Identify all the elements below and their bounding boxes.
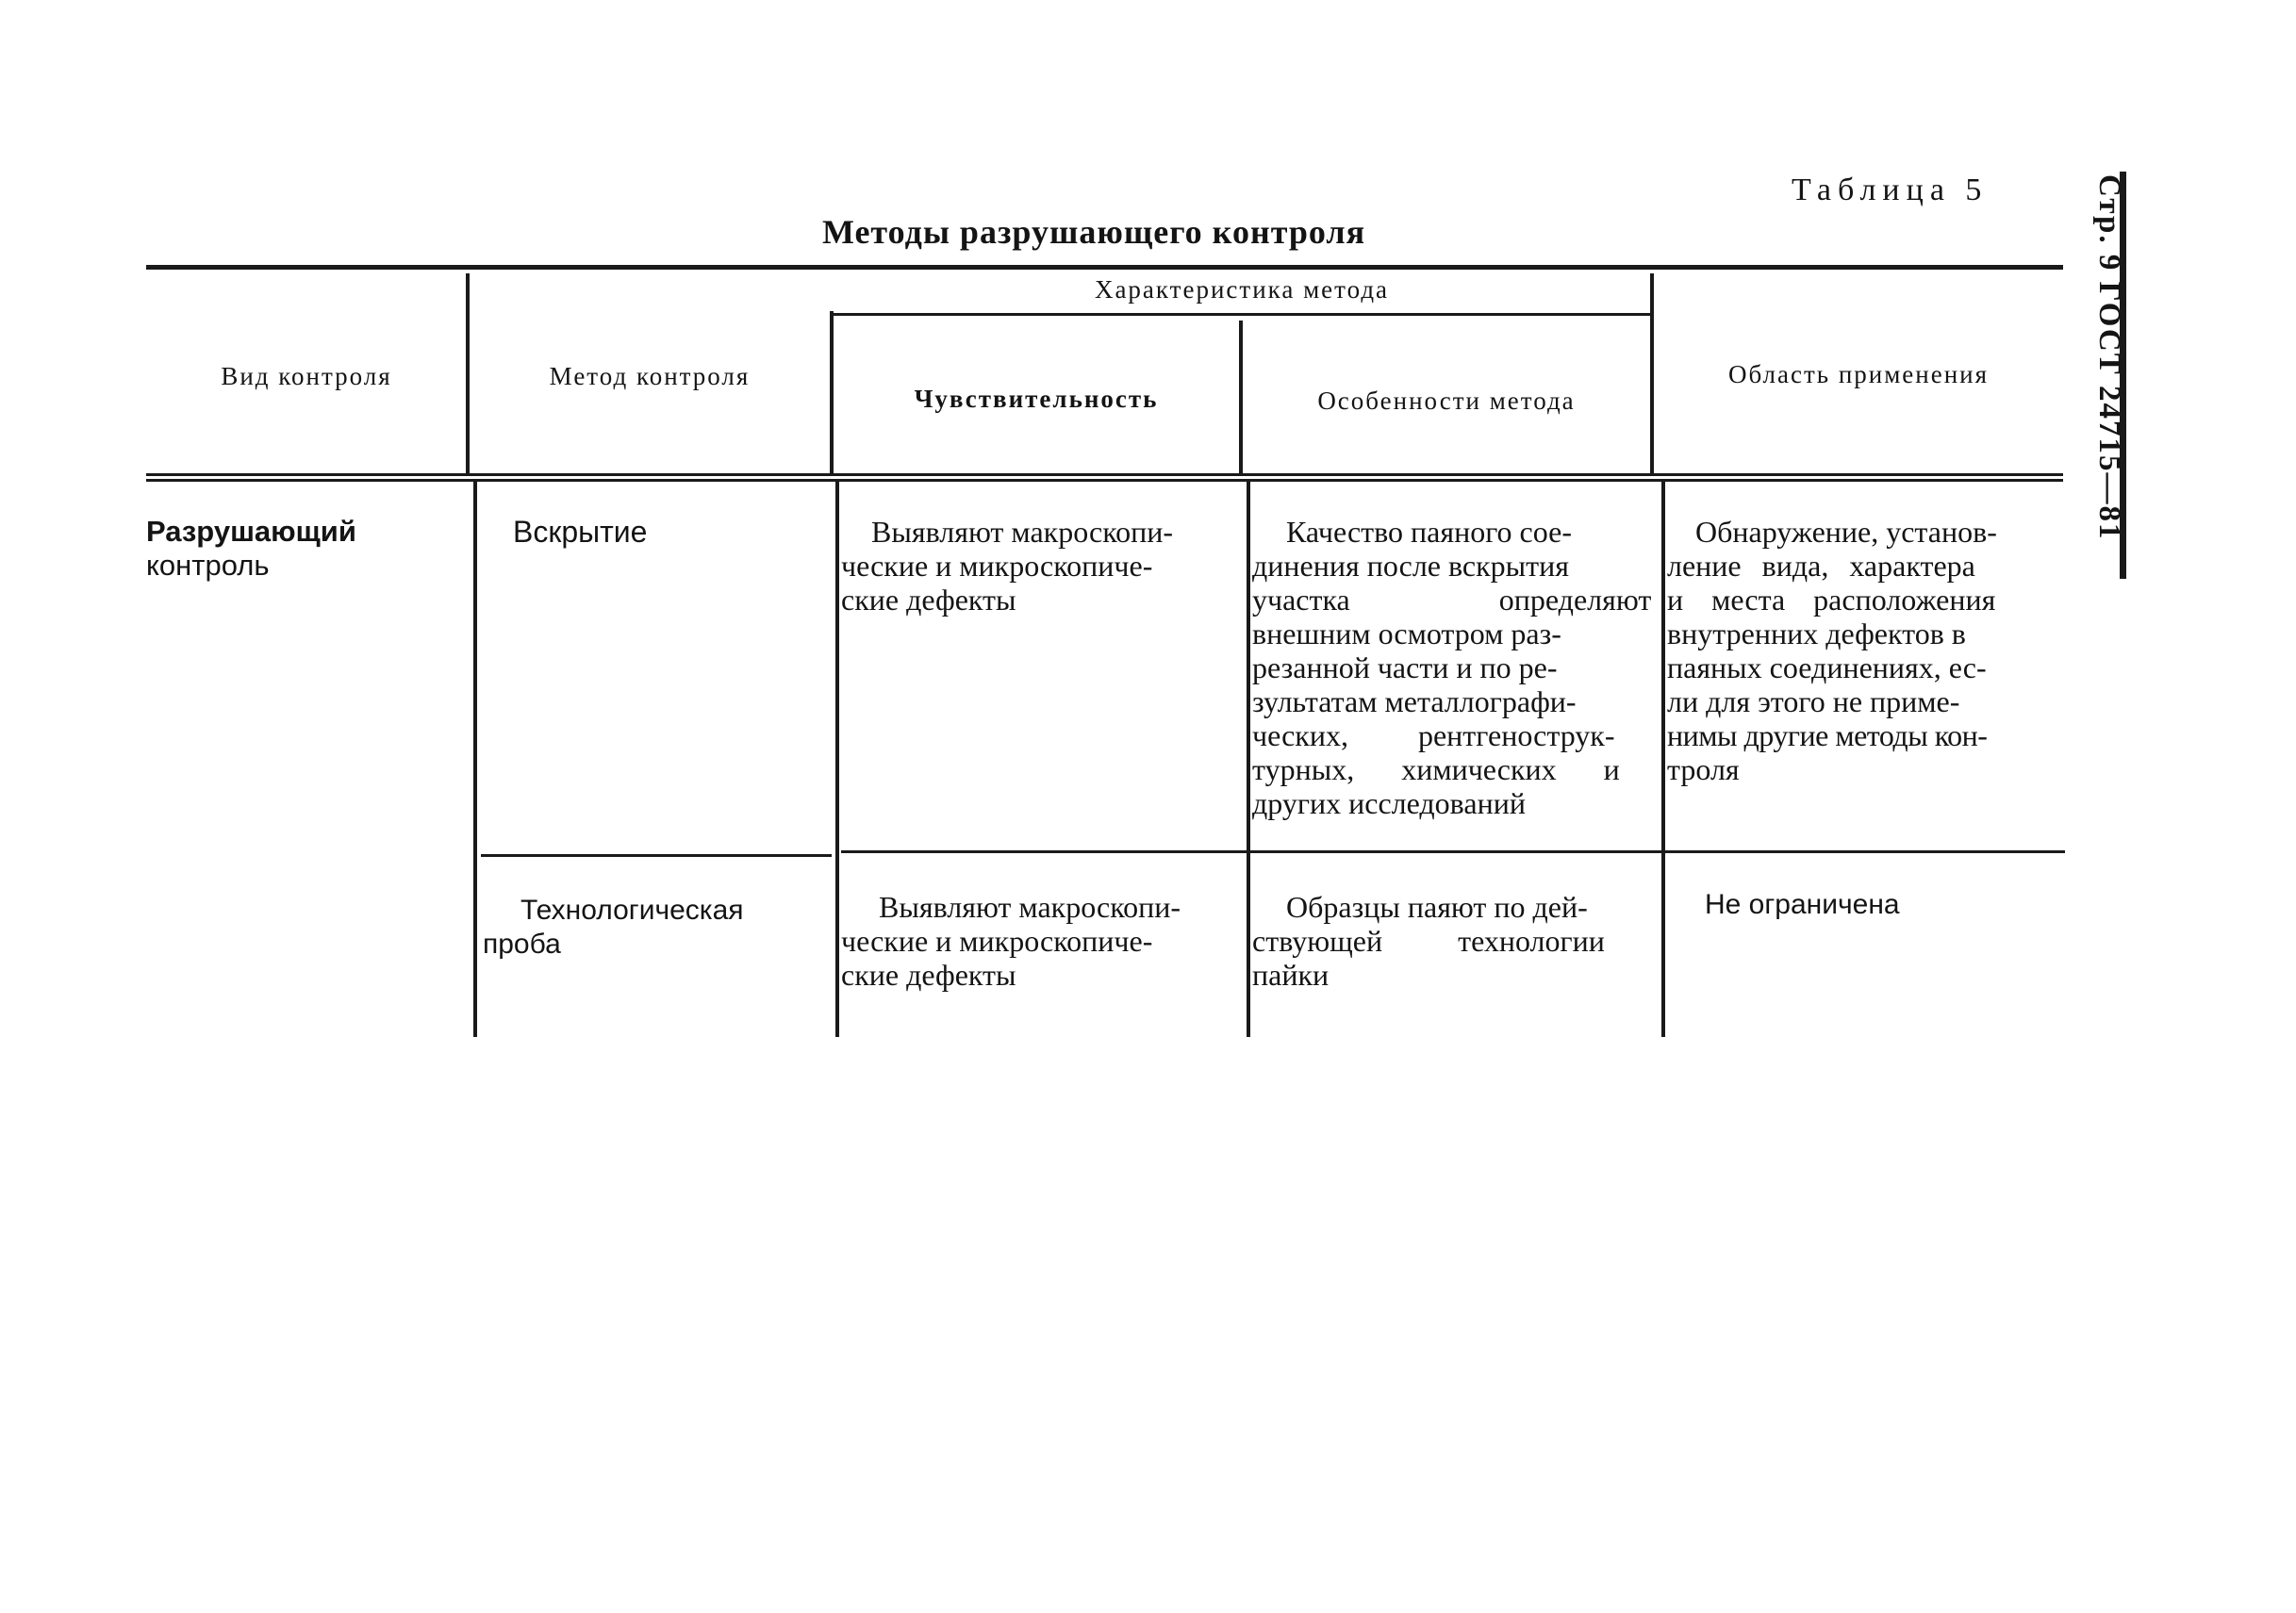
text-line: динения после вскрытия (1252, 549, 1569, 583)
text-line: Качество паяного сое- (1286, 515, 1572, 549)
text-line: ление вида, характера (1667, 549, 1975, 583)
header-method-features: Особенности метода (1317, 387, 1576, 415)
text-line: проба (483, 929, 561, 960)
text-line: Разрушающий (146, 515, 356, 548)
header-group-rule (833, 313, 1651, 316)
text-line: зультатам металлографи- (1252, 684, 1577, 718)
text-line: участка определяют (1252, 583, 1652, 617)
column-divider-4-body (1661, 481, 1665, 1037)
cell-method-opening (513, 515, 824, 549)
header-control-method: Метод контроля (549, 362, 751, 390)
text-line: Не ограничена (1705, 889, 1900, 920)
header-control-type: Вид контроля (221, 362, 392, 390)
cell-sensitivity-2 (841, 890, 1241, 992)
text-line: ческие и микроскопиче- (841, 549, 1153, 583)
text-line: Образцы паяют по дей- (1286, 890, 1588, 924)
cell-sensitivity-1 (841, 515, 1241, 617)
header-bottom-rule-1 (146, 473, 2063, 476)
header-method-characteristic: Характеристика метода (1094, 275, 1390, 304)
text-line: внутренних дефектов в (1667, 617, 1966, 650)
table-top-rule (146, 265, 2063, 270)
column-divider-3-body (1247, 481, 1250, 1037)
text-line: Обнаружение, установ- (1695, 515, 1997, 549)
text-line: паяных соединениях, ес- (1667, 650, 1987, 684)
header-sensitivity: Чувствительность (914, 385, 1159, 413)
column-divider-1-body (473, 481, 477, 1037)
text-line: ческих, рентгенострук- (1252, 718, 1615, 752)
cell-method-technological-test (483, 894, 832, 962)
row-separator-right (841, 850, 2065, 853)
cell-control-type (146, 515, 457, 583)
text-line: Выявляют макроскопи- (879, 890, 1181, 924)
text-line: внешним осмотром раз- (1252, 617, 1561, 650)
text-line: и места расположения (1667, 583, 1996, 617)
text-line: ли для этого не приме- (1667, 684, 1960, 718)
cell-features-2 (1252, 890, 1658, 992)
text-line: пайки (1252, 958, 1330, 992)
row-separator-left (481, 854, 832, 857)
text-line: нимы другие методы кон- (1667, 718, 1988, 752)
text-line: Вскрытие (513, 515, 648, 549)
text-line: Выявляют макроскопи- (871, 515, 1174, 549)
text-line: турных, химических и (1252, 752, 1620, 786)
text-line: ские дефекты (841, 583, 1016, 617)
side-page-header: Стр. 9 ГОСТ 24715—81 (2092, 174, 2126, 541)
text-line: ские дефекты (841, 958, 1016, 992)
header-application-area: Область применения (1727, 360, 1990, 388)
text-line: резанной части и по ре- (1252, 650, 1558, 684)
text-line: контроль (146, 549, 270, 582)
text-line: других исследований (1252, 786, 1526, 820)
text-line: троля (1667, 752, 1740, 786)
header-bottom-rule-2 (146, 479, 2063, 482)
column-divider-2-body (835, 481, 839, 1037)
cell-application-2 (1667, 888, 2063, 922)
text-line: Технологическая (520, 895, 744, 926)
text-line: ческие и микроскопиче- (841, 924, 1153, 958)
cell-features-1 (1252, 515, 1658, 820)
cell-application-1 (1667, 515, 2063, 786)
table-title: Методы разрушающего контроля (821, 213, 1366, 251)
table-number-label: Таблица 5 (1792, 173, 1989, 207)
text-line: ствующей технологии (1252, 924, 1605, 958)
